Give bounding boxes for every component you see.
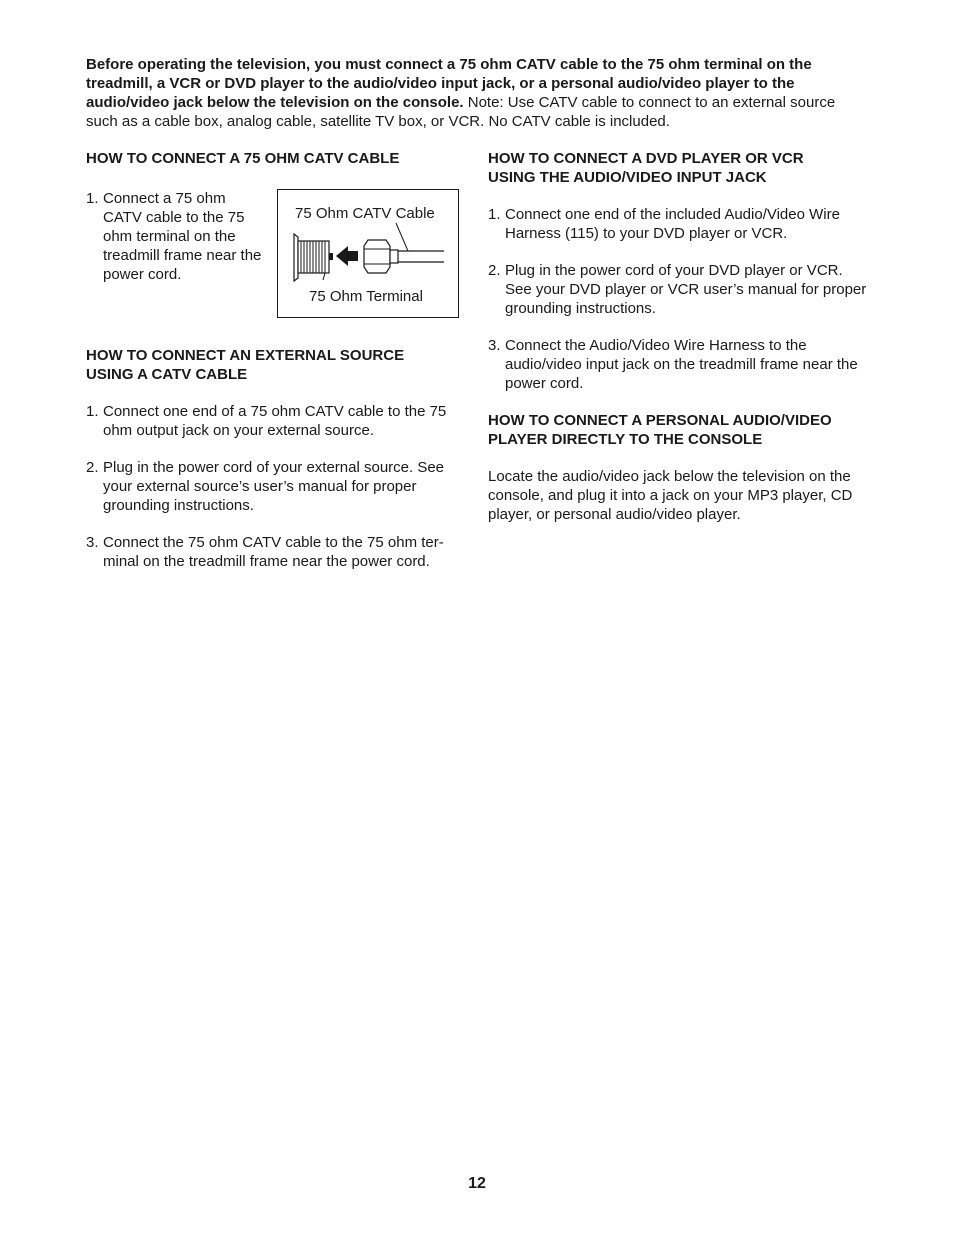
list-item: 2. Plug in the power cord of your external source. See your external source’s user’s manual for proper grounding instructions. xyxy=(86,459,445,514)
intro-note-text: Note: Use CATV cable to connect to an external source such as a cable box, analog cable, satellite TV box, or VCR. No CATV cable is included. xyxy=(86,94,836,130)
personal-av-body: Locate the audio/video jack below the television on the console, and plug it into a jack on your MP3 player, CD player, or personal audio/video player. xyxy=(488,468,853,523)
page-number: 12 xyxy=(468,1175,486,1192)
section-heading-dvd-vcr: HOW TO CONNECT A DVD PLAYER OR VCR USING THE AUDIO/VIDEO INPUT JACK xyxy=(488,150,804,186)
section-heading-catv: HOW TO CONNECT A 75 OHM CATV CABLE xyxy=(86,150,400,167)
terminal-label: 75 Ohm Terminal xyxy=(309,288,423,305)
intro-bold-text: Before operating the television, you must connect a 75 ohm CATV cable to the 75 ohm terminal on the treadmill, a VCR or DVD player to the audio/video input jack, or a personal audio/video player to the audio/video jack below the television on the console. xyxy=(86,56,812,111)
list-item: 3. Connect the 75 ohm CATV cable to the 75 ohm ter-minal on the treadmill frame near the power cord. xyxy=(86,534,444,570)
list-item: 1. Connect one end of a 75 ohm CATV cable to the 75 ohm output jack on your external source. xyxy=(86,403,447,439)
catv-connection-diagram xyxy=(277,189,459,318)
list-item: 1. Connect one end of the included Audio/Video Wire Harness (115) to your DVD player or VCR. xyxy=(488,206,840,242)
cable-label: 75 Ohm CATV Cable xyxy=(295,205,435,222)
list-item: 3. Connect the Audio/Video Wire Harness to the audio/video input jack on the treadmill frame near the power cord. xyxy=(488,337,858,392)
section-heading-external-source: HOW TO CONNECT AN EXTERNAL SOURCE USING A CATV CABLE xyxy=(86,347,405,383)
section-heading-personal-av: HOW TO CONNECT A PERSONAL AUDIO/VIDEO PLAYER DIRECTLY TO THE CONSOLE xyxy=(488,412,832,448)
intro-paragraph xyxy=(86,55,870,131)
left-column xyxy=(86,149,464,571)
list-item: 2. Plug in the power cord of your DVD player or VCR. See your DVD player or VCR user’s manual for proper grounding instructions. xyxy=(488,262,867,317)
right-column xyxy=(488,149,872,524)
catv-step-with-figure xyxy=(86,189,464,319)
list-item: 1. Connect a 75 ohm CATV cable to the 75 ohm terminal on the treadmill frame near the power cord. xyxy=(86,190,262,283)
